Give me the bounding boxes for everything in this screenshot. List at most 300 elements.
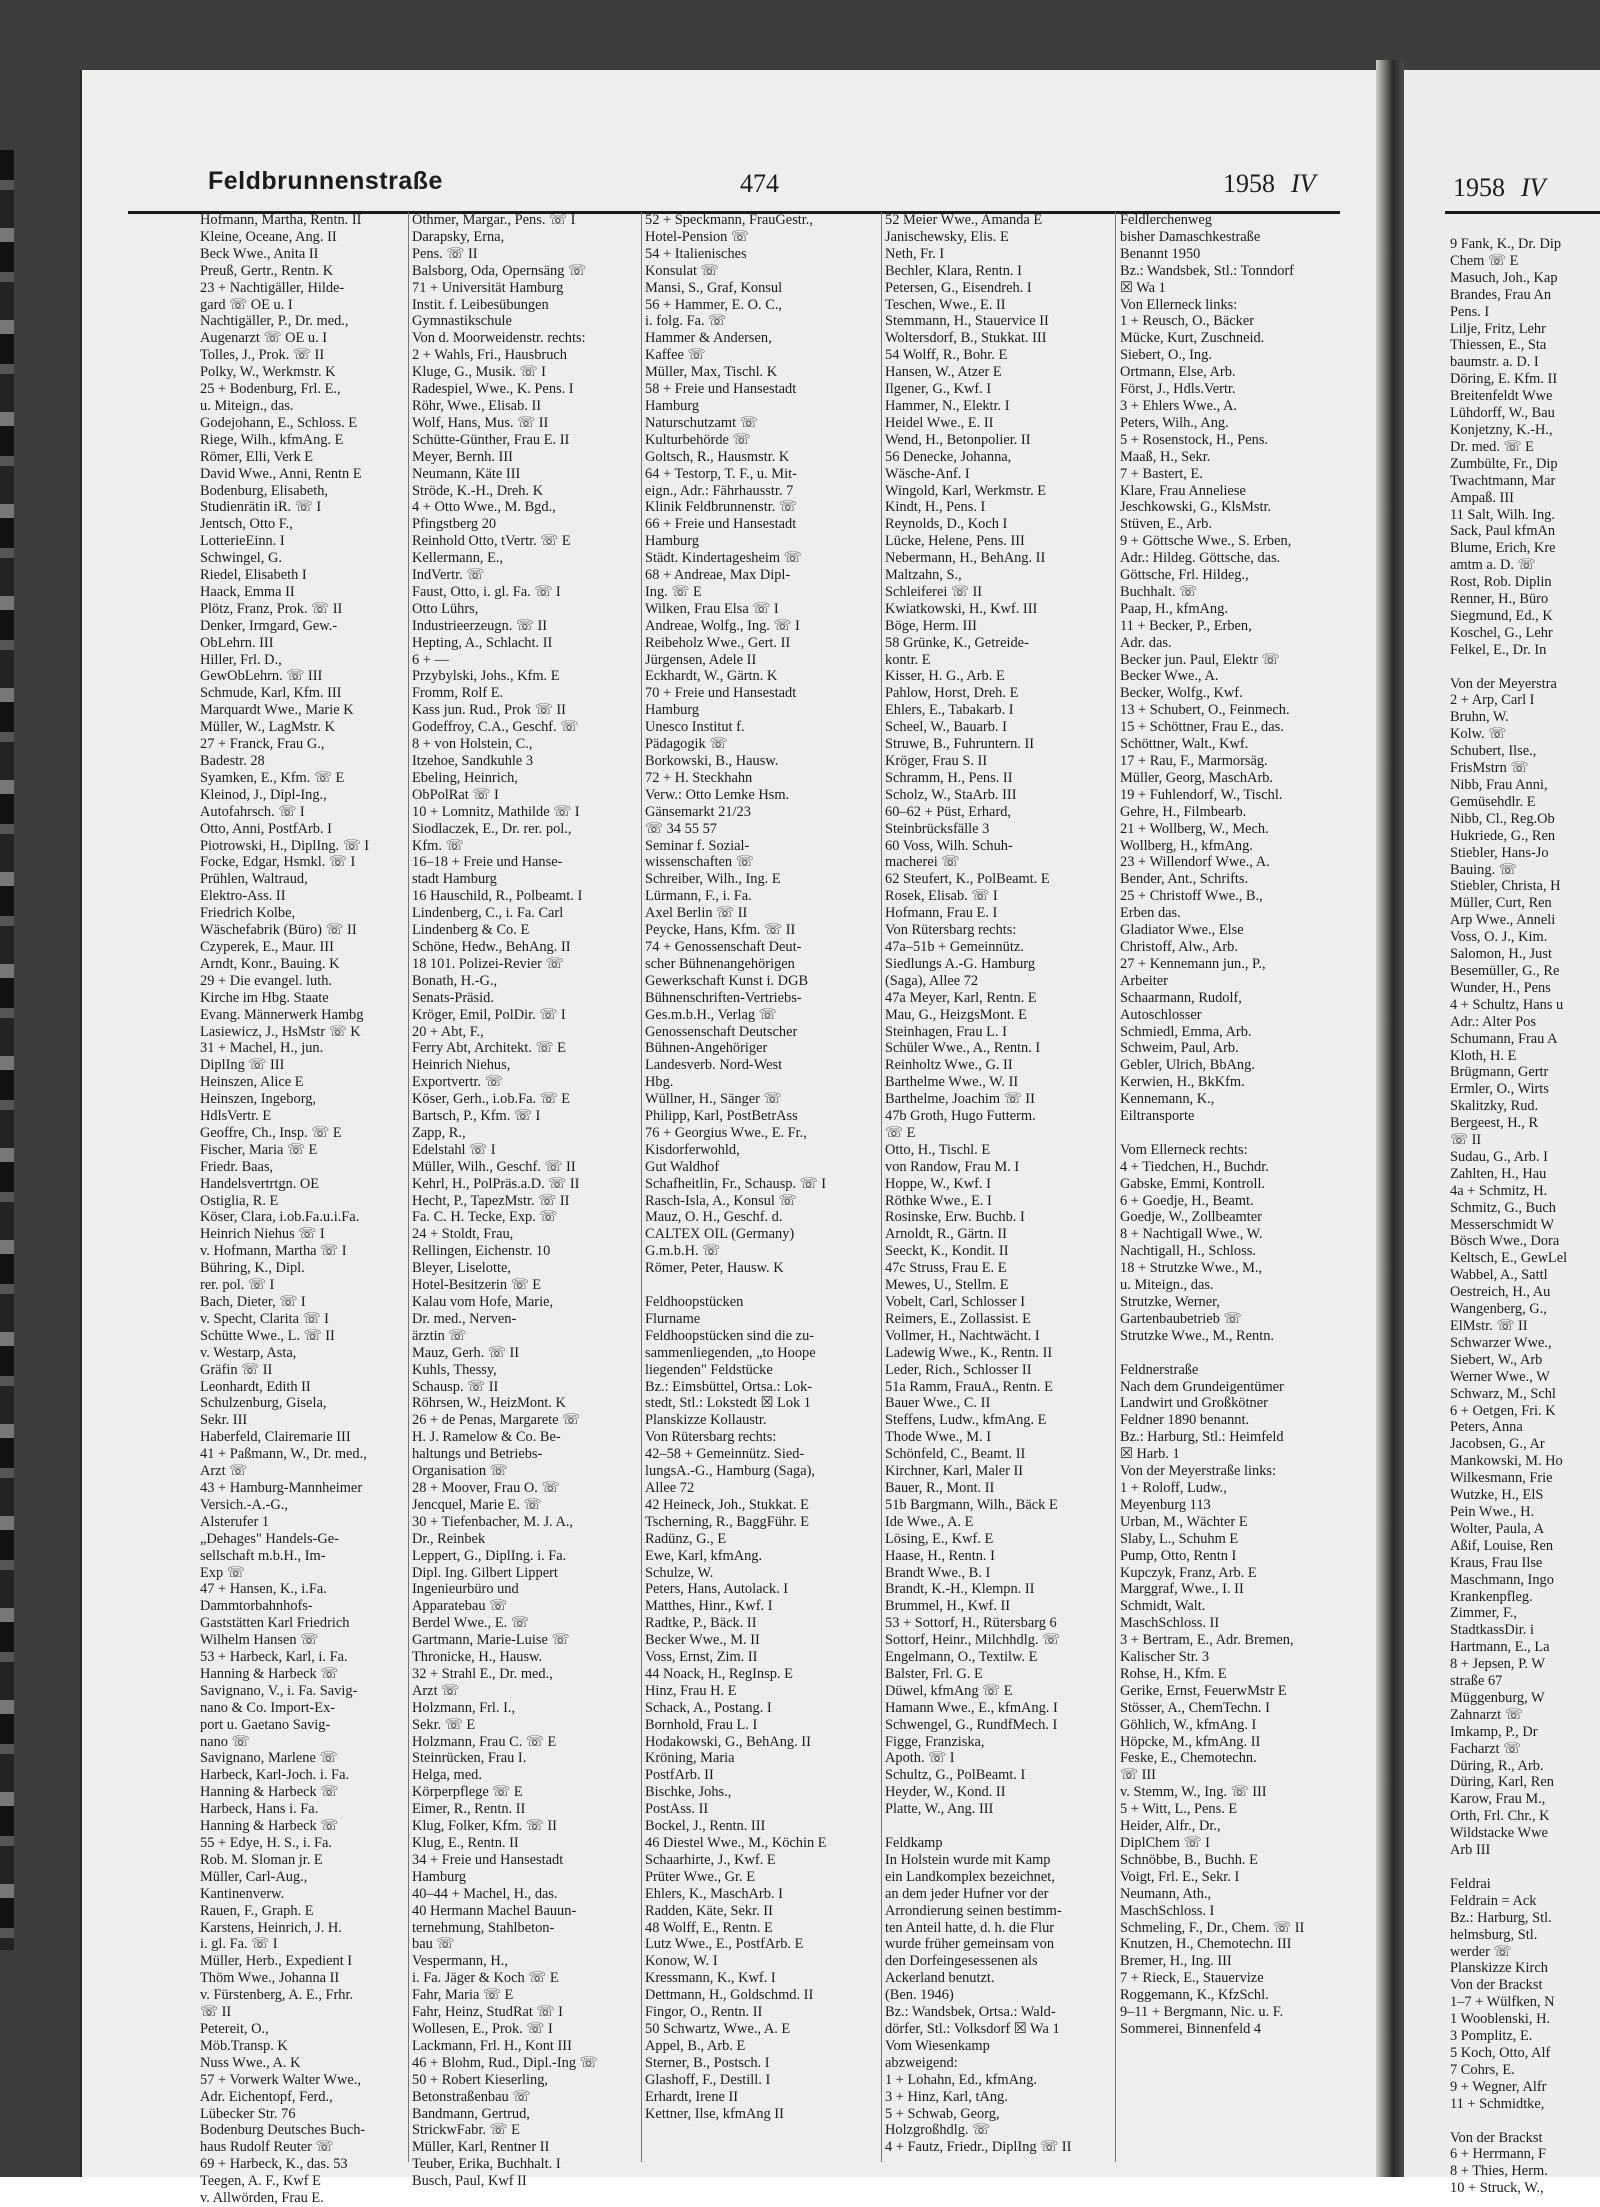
- directory-line: helmsburg, Stl.: [1450, 1926, 1538, 1943]
- directory-line: FrisMstrn ☏: [1450, 760, 1529, 777]
- directory-line: sammenliegenden, „to Hoope: [645, 1344, 816, 1361]
- directory-line: 5 + Schwab, Georg,: [885, 2105, 1000, 2122]
- directory-line: Seeckt, K., Kondit. II: [885, 1243, 1009, 1260]
- directory-line: Knutzen, H., Chemotechn. III: [1120, 1936, 1292, 1953]
- directory-line: Adr. das.: [1120, 634, 1172, 651]
- directory-line: Köser, Clara, i.ob.Fa.u.i.Fa.: [200, 1209, 360, 1226]
- directory-line: Otto Lührs,: [412, 600, 479, 617]
- directory-line: Heinszen, Alice E: [200, 1074, 304, 1091]
- directory-line: Klinik Feldbrunnenstr. ☏: [645, 499, 797, 516]
- directory-line: Adr.: Hildeg. Göttsche, das.: [1120, 550, 1281, 567]
- directory-line: Jacobsen, G., Ar: [1450, 1436, 1545, 1453]
- directory-line: Kantinenverw.: [200, 1885, 285, 1902]
- directory-line: Bz.: Wandsbek, Ortsa.: Wald-: [885, 2004, 1056, 2021]
- directory-line: Preuß, Gertr., Rentn. K: [200, 262, 334, 279]
- directory-line: Brandt, K.-H., Klempn. II: [885, 1581, 1035, 1598]
- directory-line: Bz.: Eimsbüttel, Ortsa.: Lok-: [645, 1378, 813, 1395]
- directory-line: Schafheitlin, Fr., Schausp. ☏ I: [645, 1175, 827, 1192]
- directory-line: H. J. Ramelow & Co. Be-: [412, 1429, 561, 1446]
- directory-line: Wäsche-Anf. I: [885, 465, 970, 482]
- directory-line: Müller, Georg, MaschArb.: [1120, 769, 1274, 786]
- directory-line: Konow, W. I: [645, 1953, 718, 1970]
- directory-line: Schausp. ☏ II: [412, 1378, 499, 1395]
- directory-line: Maltzahn, S.,: [885, 567, 962, 584]
- directory-line: Siegmund, Ed., K: [1450, 607, 1553, 624]
- directory-line: Brummel, H., Kwf. II: [885, 1598, 1011, 1615]
- directory-line: 58 Grünke, K., Getreide-: [885, 634, 1029, 651]
- directory-line: 43 + Hamburg-Mannheimer: [200, 1479, 363, 1496]
- directory-line: Balster, Frl. G. E: [885, 1665, 983, 1682]
- directory-line: Siedlungs A.-G. Hamburg: [885, 955, 1036, 972]
- directory-line: Städt. Kindertagesheim ☏: [645, 550, 802, 567]
- directory-line: Bach, Dieter, ☏ I: [200, 1294, 306, 1310]
- directory-line: DiplChem ☏ I: [1120, 1835, 1210, 1851]
- directory-line: Slaby, L., Schuhm E: [1120, 1530, 1239, 1547]
- directory-line: Teegen, A. F., Kwf E: [200, 2173, 321, 2190]
- directory-line: 19 + Fuhlendorf, W., Tischl.: [1120, 786, 1283, 803]
- directory-line: Wangenberg, G.,: [1450, 1301, 1547, 1318]
- directory-line: Landesverb. Nord-West: [645, 1057, 783, 1074]
- directory-line: Thöm Wwe., Johanna II: [200, 1970, 340, 1987]
- directory-line: 57 + Vorwerk Walter Wwe.,: [200, 2071, 361, 2088]
- directory-line: Kindt, H., Pens. I: [885, 499, 986, 516]
- directory-line: 28 + Moover, Frau O. ☏: [412, 1479, 560, 1496]
- directory-line: 53 + Harbeck, Karl, i. Fa.: [200, 1649, 348, 1666]
- directory-line: Lindenberg & Co. E: [412, 922, 530, 939]
- directory-line: Nachtigall, H., Schloss.: [1120, 1243, 1256, 1260]
- directory-line: Unesco Institut f.: [645, 719, 745, 736]
- directory-line: Röhr, Wwe., Elisab. II: [412, 397, 542, 414]
- directory-line: Mauz, Gerh. ☏ II: [412, 1344, 520, 1361]
- directory-line: Stösser, A., ChemTechn. I: [1120, 1699, 1270, 1716]
- directory-line: Vom Ellerneck rechts:: [1120, 1141, 1248, 1158]
- directory-line: 32 + Strahl E., Dr. med.,: [412, 1665, 553, 1682]
- directory-line: Müller, Max, Tischl. K: [645, 364, 778, 381]
- directory-line: Borkowski, B., Hausw.: [645, 753, 779, 769]
- directory-line: Feldlerchenweg: [1120, 212, 1212, 228]
- right-page-column-fragment: [1450, 236, 1600, 2197]
- directory-line: Wend, H., Betonpolier. II: [885, 431, 1031, 448]
- directory-line: sellschaft m.b.H., Im-: [200, 1547, 326, 1564]
- directory-line: Bühnen-Angehöriger: [645, 1040, 768, 1057]
- directory-line: Petereit, O.,: [200, 2020, 269, 2037]
- directory-line: 47a–51b + Gemeinnütz.: [885, 938, 1024, 955]
- directory-line: Heider, Alfr., Dr.,: [1120, 1818, 1221, 1835]
- directory-line: Alsterufer 1: [200, 1513, 270, 1530]
- directory-line: StadtkassDir. i: [1450, 1622, 1534, 1639]
- directory-line: Schaarmann, Rudolf,: [1120, 989, 1242, 1006]
- directory-line: Goltsch, R., Hausmstr. K: [645, 448, 790, 465]
- directory-line: Ilgener, G., Kwf. I: [885, 381, 992, 398]
- directory-line: Ehlers, K., MaschArb. I: [645, 1885, 783, 1902]
- directory-line: Schönfeld, C., Beamt. II: [885, 1446, 1026, 1463]
- directory-column-1: [200, 212, 405, 2207]
- directory-line: 66 + Freie und Hansestadt: [645, 516, 797, 533]
- directory-line: Maschmann, Ingo: [1450, 1571, 1554, 1588]
- directory-line: Voss, Ernst, Zim. II: [645, 1649, 758, 1666]
- directory-line: Steinrücken, Frau I.: [412, 1750, 527, 1767]
- directory-line: Friedrich Kolbe,: [200, 905, 296, 922]
- directory-line: 8 + von Holstein, C.,: [412, 736, 533, 753]
- directory-line: stedt, Stl.: Lokstedt ☒ Lok 1: [645, 1395, 811, 1412]
- directory-line: Schmude, Karl, Kfm. III: [200, 685, 342, 702]
- directory-line: Becker jun. Paul, Elektr ☏: [1120, 651, 1280, 668]
- directory-line: Först, J., Hdls.Vertr.: [1120, 381, 1236, 398]
- directory-line: Möb.Transp. K: [200, 2037, 288, 2054]
- directory-line: Hamburg: [412, 1868, 467, 1885]
- directory-line: Nibb, Frau Anni,: [1450, 777, 1548, 793]
- directory-line: Ostiglia, R. E: [200, 1192, 279, 1209]
- directory-line: Dammtorbahnhofs-: [200, 1598, 313, 1615]
- directory-line: eign., Adr.: Fährhausstr. 7: [645, 482, 794, 499]
- directory-line: Polky, W., Werkmstr. K: [200, 364, 336, 381]
- directory-line: Siodlaczek, E., Dr. rer. pol.,: [412, 820, 572, 837]
- directory-line: Hinz, Frau H. E: [645, 1682, 737, 1699]
- directory-line: werder ☏: [1450, 1943, 1512, 1960]
- directory-line: Gerike, Ernst, FeuerwMstr E: [1120, 1682, 1287, 1699]
- page-header: [128, 165, 1340, 214]
- directory-line: Ströde, K.-H., Dreh. K: [412, 482, 544, 499]
- directory-line: Schramm, H., Pens. II: [885, 769, 1013, 786]
- directory-line: Kass jun. Rud., Prok ☏ II: [412, 702, 566, 719]
- directory-line: Reibeholz Wwe., Gert. II: [645, 634, 791, 651]
- directory-line: Kehrl, H., PolPräs.a.D. ☏ II: [412, 1175, 580, 1192]
- directory-line: Schleiferei ☏ II: [885, 583, 983, 600]
- directory-line: Dipl. Ing. Gilbert Lippert: [412, 1564, 558, 1581]
- directory-line: Feldhoopstücken: [645, 1294, 744, 1310]
- directory-line: Ackerland benutzt.: [885, 1970, 995, 1987]
- directory-line: 3 + Bertram, E., Adr. Bremen,: [1120, 1632, 1294, 1649]
- directory-line: Schöne, Hedw., BehAng. II: [412, 938, 571, 955]
- directory-line: Philipp, Karl, PostBetrAss: [645, 1108, 798, 1125]
- directory-line: Schwarzer Wwe.,: [1450, 1334, 1552, 1351]
- directory-line: Kalau vom Hofe, Marie,: [412, 1294, 554, 1310]
- directory-line: Kuhls, Thessy,: [412, 1361, 497, 1378]
- directory-line: Kfm. ☏: [412, 837, 464, 854]
- directory-line: Chem ☏ E: [1450, 252, 1519, 269]
- directory-line: v. Specht, Clarita ☏ I: [200, 1310, 329, 1327]
- directory-line: Bauing. ☏: [1450, 861, 1517, 878]
- directory-line: Instit. f. Leibesübungen: [412, 296, 549, 313]
- directory-line: 4 + Fautz, Friedr., DiplIng ☏ II: [885, 2139, 1072, 2156]
- directory-line: Düwel, kfmAng ☏ E: [885, 1682, 1013, 1699]
- directory-line: Müller, Karl, Rentner II: [412, 2139, 550, 2156]
- directory-line: Vespermann, H.,: [412, 1953, 508, 1970]
- directory-line: Barthelme Wwe., W. II: [885, 1074, 1019, 1091]
- directory-line: Woltersdorf, B., Stukkat. III: [885, 330, 1047, 347]
- directory-line: 9 + Göttsche Wwe., S. Erben,: [1120, 533, 1292, 550]
- directory-line: Wäschefabrik (Büro) ☏ II: [200, 922, 357, 939]
- directory-line: Stüven, E., Arb.: [1120, 516, 1212, 533]
- directory-line: Steinhagen, Frau L. I: [885, 1023, 1007, 1040]
- directory-line: Müller, Curt, Ren: [1450, 895, 1552, 912]
- directory-line: Klug, E., Rentn. II: [412, 1835, 519, 1851]
- directory-line: Berdel Wwe., E. ☏: [412, 1615, 529, 1632]
- directory-line: 47c Struss, Frau E. E: [885, 1260, 1007, 1277]
- directory-line: Bender, Ant., Schrifts.: [1120, 871, 1249, 888]
- directory-line: 21 + Wollberg, W., Mech.: [1120, 820, 1269, 837]
- directory-line: Exp ☏: [200, 1564, 245, 1581]
- directory-line: Vom Wiesenkamp: [885, 2037, 990, 2054]
- directory-line: Engelmann, O., Textilw. E: [885, 1649, 1038, 1666]
- directory-line: Kluge, G., Musik. ☏ I: [412, 364, 546, 381]
- directory-line: 51a Ramm, FrauA., Rentn. E: [885, 1378, 1053, 1395]
- directory-line: wurde früher gemeinsam von: [885, 1936, 1055, 1953]
- directory-line: Besemüller, G., Re: [1450, 962, 1560, 979]
- directory-line: Bz.: Wandsbek, Stl.: Tonndorf: [1120, 262, 1294, 279]
- directory-line: Hammer, N., Elektr. I: [885, 397, 1010, 414]
- directory-line: Eimer, R., Rentn. II: [412, 1801, 526, 1818]
- directory-line: Hamann Wwe., E., kfmAng. I: [885, 1699, 1058, 1716]
- directory-line: Zahlten, H., Hau: [1450, 1165, 1547, 1182]
- directory-line: Müggenburg, W: [1450, 1689, 1545, 1706]
- directory-line: Marggraf, Wwe., I. II: [1120, 1581, 1244, 1598]
- directory-line: Hiller, Frl. D.,: [200, 651, 282, 668]
- directory-line: CALTEX OIL (Germany): [645, 1226, 795, 1243]
- directory-line: ElMstr. ☏ II: [1450, 1318, 1528, 1334]
- directory-line: Heinszen, Ingeborg,: [200, 1091, 317, 1108]
- directory-line: 16 Hauschild, R., Polbeamt. I: [412, 888, 583, 905]
- directory-line: 54 + Italienisches: [645, 245, 747, 262]
- directory-line: Karow, Frau M.,: [1450, 1791, 1546, 1808]
- directory-line: Harbeck, Karl-Joch. i. Fa.: [200, 1767, 350, 1784]
- directory-line: Buchhalt. ☏: [1120, 583, 1198, 600]
- directory-line: 5 + Witt, L., Pens. E: [1120, 1801, 1238, 1818]
- directory-line: Konsulat ☏: [645, 262, 719, 279]
- directory-line: Ingenieurbüro und: [412, 1581, 519, 1598]
- directory-line: Bühring, K., Dipl.: [200, 1260, 305, 1277]
- directory-line: Bleyer, Liselotte,: [412, 1260, 511, 1277]
- directory-line: Tolles, J., Prok. ☏ II: [200, 347, 325, 364]
- directory-line: 9 Fank, K., Dr. Dip: [1450, 236, 1562, 252]
- directory-line: 6 + Goedje, H., Beamt.: [1120, 1192, 1254, 1209]
- directory-line: liegenden" Feldstücke: [645, 1361, 773, 1378]
- directory-line: 44 Noack, H., RegInsp. E: [645, 1665, 793, 1682]
- directory-line: Rob. M. Sloman jr. E: [200, 1851, 323, 1868]
- directory-line: Exportvertr. ☏: [412, 1074, 503, 1091]
- directory-line: Lücke, Helene, Pens. III: [885, 533, 1025, 550]
- directory-line: Kisser, H. G., Arb. E: [885, 668, 1005, 685]
- directory-line: ☒ Harb. 1: [1120, 1446, 1180, 1463]
- directory-line: Becker, Wolfg., Kwf.: [1120, 685, 1243, 702]
- directory-line: [885, 1818, 1110, 1835]
- directory-line: lungsA.-G., Hamburg (Saga),: [645, 1463, 815, 1480]
- directory-line: Hamburg: [645, 702, 700, 719]
- directory-line: Schmidt, Walt.: [1120, 1598, 1206, 1615]
- directory-line: Neth, Fr. I: [885, 245, 945, 262]
- directory-line: Gräfin ☏ II: [200, 1361, 273, 1378]
- directory-line: Wildstacke Wwe: [1450, 1825, 1548, 1842]
- column-rule: [881, 212, 882, 2162]
- directory-line: Werner Wwe., W: [1450, 1368, 1550, 1385]
- directory-line: Bz.: Harburg, Stl.: [1450, 1909, 1552, 1926]
- directory-line: 6 + Oetgen, Fri. K: [1450, 1402, 1556, 1419]
- column-rule: [1115, 212, 1116, 2162]
- directory-line: Leppert, G., DiplIng. i. Fa.: [412, 1547, 567, 1564]
- directory-line: Prüter Wwe., Gr. E: [645, 1868, 756, 1885]
- directory-line: Orth, Frl. Chr., K: [1450, 1808, 1550, 1825]
- directory-line: Bergeest, H., R: [1450, 1115, 1539, 1132]
- directory-line: v. Stemm, W., Ing. ☏ III: [1120, 1784, 1267, 1801]
- directory-line: In Holstein wurde mit Kamp: [885, 1851, 1051, 1868]
- directory-line: 16–18 + Freie und Hanse-: [412, 854, 563, 871]
- directory-line: Bonath, H.-G.,: [412, 972, 498, 989]
- directory-line: haltungs und Betriebs-: [412, 1446, 543, 1463]
- directory-line: [1450, 659, 1600, 676]
- directory-line: Gaststätten Karl Friedrich: [200, 1615, 350, 1632]
- directory-line: 40 Hermann Machel Bauun-: [412, 1902, 577, 1919]
- directory-line: Godeffroy, C.A., Geschf. ☏: [412, 719, 579, 736]
- directory-column-2: [412, 212, 637, 2190]
- directory-line: Rellingen, Eichenstr. 10: [412, 1243, 551, 1260]
- directory-line: stadt Hamburg: [412, 871, 497, 888]
- directory-line: Römer, Peter, Hausw. K: [645, 1260, 784, 1277]
- column-rule: [408, 212, 409, 2162]
- directory-line: ☏ II: [200, 2004, 232, 2021]
- directory-line: Thode Wwe., M. I: [885, 1429, 992, 1446]
- directory-line: Genossenschaft Deutscher: [645, 1023, 798, 1040]
- directory-line: Kwiatkowski, H., Kwf. III: [885, 600, 1038, 617]
- directory-line: Fromm, Rolf E.: [412, 685, 504, 702]
- directory-line: nano ☏: [200, 1733, 250, 1750]
- directory-line: Gabske, Emmi, Kontroll.: [1120, 1175, 1266, 1192]
- directory-line: 48 Wolff, E., Rentn. E: [645, 1919, 773, 1936]
- directory-line: HdlsVertr. E: [200, 1108, 272, 1125]
- directory-line: ternehmung, Stahlbeton-: [412, 1919, 555, 1936]
- directory-line: Mücke, Kurt, Zuschneid.: [1120, 330, 1265, 347]
- directory-line: Teschen, Wwe., E. II: [885, 296, 1006, 313]
- directory-line: Leder, Rich., Schlosser II: [885, 1361, 1032, 1378]
- directory-line: rer. pol. ☏ I: [200, 1277, 275, 1294]
- directory-line: Steffens, Ludw., kfmAng. E: [885, 1412, 1047, 1429]
- directory-line: Lösing, E., Kwf. E: [885, 1530, 994, 1547]
- directory-line: Versich.-A.-G.,: [200, 1496, 288, 1513]
- directory-line: v. Allwörden, Frau E.: [200, 2190, 324, 2207]
- directory-line: Bremer, H., Ing. III: [1120, 1953, 1232, 1970]
- directory-line: Hartmann, E., La: [1450, 1639, 1550, 1656]
- directory-line: Sack, Paul kfmAn: [1450, 523, 1556, 540]
- directory-line: Hanning & Harbeck ☏: [200, 1665, 339, 1682]
- directory-line: Reinholtz Wwe., G. II: [885, 1057, 1013, 1074]
- directory-line: 72 + H. Steckhahn: [645, 769, 753, 786]
- directory-line: Becker Wwe., M. II: [645, 1632, 760, 1649]
- directory-line: Ebeling, Heinrich,: [412, 769, 518, 786]
- directory-line: Zimmer, F.,: [1450, 1605, 1518, 1622]
- directory-line: Thronicke, H., Hausw.: [412, 1649, 543, 1666]
- directory-line: 24 + Stoldt, Frau,: [412, 1226, 514, 1243]
- directory-line: 31 + Machel, H., jun.: [200, 1040, 324, 1057]
- directory-line: 26 + de Penas, Margarete ☏: [412, 1412, 581, 1429]
- directory-line: 40–44 + Machel, H., das.: [412, 1885, 558, 1902]
- directory-line: bau ☏: [412, 1936, 455, 1953]
- directory-line: Göttsche, Frl. Hildeg.,: [1120, 567, 1249, 584]
- directory-line: Peycke, Hans, Kfm. ☏ II: [645, 922, 796, 939]
- directory-line: 23 + Nachtigäller, Hilde-: [200, 279, 345, 296]
- directory-line: 27 + Franck, Frau G.,: [200, 736, 325, 753]
- directory-line: Messerschmidt W: [1450, 1216, 1555, 1233]
- directory-line: [1120, 1345, 1342, 1362]
- directory-line: Holzmann, Frl. I.,: [412, 1699, 516, 1716]
- directory-line: 1–7 + Wülfken, N: [1450, 1994, 1555, 2011]
- directory-line: Riedel, Elisabeth I: [200, 567, 307, 584]
- directory-line: Hodakowski, G., BehAng. II: [645, 1733, 811, 1750]
- directory-line: Von d. Moorweidenstr. rechts:: [412, 330, 586, 347]
- directory-line: Reynolds, D., Koch I: [885, 516, 1008, 533]
- directory-line: Jentsch, Otto F.,: [200, 516, 293, 533]
- directory-line: Vollmer, H., Nachtwächt. I: [885, 1327, 1040, 1344]
- directory-line: Radtke, P., Bäck. II: [645, 1615, 757, 1632]
- directory-line: 56 Denecke, Johanna,: [885, 448, 1012, 465]
- directory-line: 52 Meier Wwe., Amanda E: [885, 212, 1043, 228]
- directory-line: Fahr, Maria ☏ E: [412, 1987, 514, 2004]
- directory-line: Bühnenschriften-Vertriebs-: [645, 989, 802, 1006]
- directory-line: ☏ III: [1120, 1767, 1156, 1784]
- directory-line: Sterner, B., Postsch. I: [645, 2054, 770, 2071]
- directory-line: ☏ II: [1450, 1132, 1482, 1149]
- directory-line: Jürgensen, Adele II: [645, 651, 757, 668]
- directory-line: 74 + Genossenschaft Deut-: [645, 938, 802, 955]
- directory-line: 51b Bargmann, Wilh., Bäck E: [885, 1496, 1058, 1513]
- directory-line: Verw.: Otto Lemke Hsm.: [645, 786, 790, 803]
- directory-line: Facharzt ☏: [1450, 1740, 1522, 1757]
- directory-line: den Dorfeingesessenen als: [885, 1953, 1038, 1970]
- directory-line: Gartenbaubetrieb ☏: [1120, 1310, 1242, 1327]
- directory-line: Hamburg: [645, 533, 700, 550]
- directory-line: gard ☏ OE u. I: [200, 296, 293, 313]
- directory-line: 50 + Robert Kieserling,: [412, 2071, 549, 2088]
- directory-line: Peters, Wilh., Ang.: [1120, 414, 1229, 431]
- directory-line: 6 + Herrmann, F: [1450, 2146, 1547, 2163]
- directory-line: Janischewsky, Elis. E: [885, 228, 1009, 245]
- directory-line: Feske, E., Chemotechn.: [1120, 1750, 1257, 1767]
- directory-line: Haberfeld, Clairemarie III: [200, 1429, 351, 1446]
- directory-line: Geoffre, Ch., Insp. ☏ E: [200, 1124, 342, 1141]
- directory-line: Feldner 1890 benannt.: [1120, 1412, 1250, 1429]
- directory-line: Mauz, O. H., Geschf. d.: [645, 1209, 783, 1226]
- directory-line: Neumann, Käte III: [412, 465, 521, 482]
- directory-line: Augenarzt ☏ OE u. I: [200, 330, 328, 347]
- directory-line: 62 Steufert, K., PolBeamt. E: [885, 871, 1050, 888]
- directory-line: Böge, Herm. III: [885, 617, 977, 634]
- directory-line: Müller, W., LagMstr. K: [200, 719, 335, 736]
- directory-line: Reimers, E., Zollassist. E: [885, 1310, 1031, 1327]
- directory-line: 53 + Sottorf, H., Rütersbarg 6: [885, 1615, 1057, 1632]
- directory-line: Friedr. Baas,: [200, 1158, 274, 1175]
- right-page-header: [1445, 173, 1600, 214]
- directory-line: Darapsky, Erna,: [412, 228, 505, 245]
- directory-line: baumstr. a. D. I: [1450, 354, 1539, 371]
- directory-line: 27 + Kennemann jun., P.,: [1120, 955, 1266, 972]
- directory-line: Harbeck, Hans i. Fa.: [200, 1801, 319, 1818]
- directory-line: 20 + Abt, F.,: [412, 1023, 484, 1040]
- directory-line: Oestreich, H., Au: [1450, 1284, 1551, 1301]
- directory-line: Rosinske, Erw. Buchb. I: [885, 1209, 1025, 1226]
- directory-line: i. gl. Fa. ☏ I: [200, 1936, 278, 1953]
- directory-line: 3 + Hinz, Karl, tAng.: [885, 2088, 1008, 2105]
- directory-line: u. Miteign., das.: [1120, 1277, 1214, 1294]
- directory-line: ObLehrn. III: [200, 634, 274, 651]
- directory-line: Lasiewicz, J., HsMstr ☏ K: [200, 1023, 361, 1040]
- directory-line: Meyer, Bernh. III: [412, 448, 513, 465]
- directory-line: Kolw. ☏: [1450, 726, 1507, 743]
- directory-line: Fahr, Heinz, StudRat ☏ I: [412, 2004, 563, 2021]
- directory-line: Kirche im Hbg. Staate: [200, 989, 329, 1006]
- directory-line: Allee 72: [645, 1479, 695, 1496]
- directory-line: Planskizze Kollaustr.: [645, 1412, 767, 1429]
- directory-line: 11 + Schmidtke,: [1450, 2095, 1545, 2112]
- directory-line: ☒ Wa 1: [1120, 279, 1166, 296]
- directory-line: Radespiel, Wwe., K. Pens. I: [412, 381, 574, 398]
